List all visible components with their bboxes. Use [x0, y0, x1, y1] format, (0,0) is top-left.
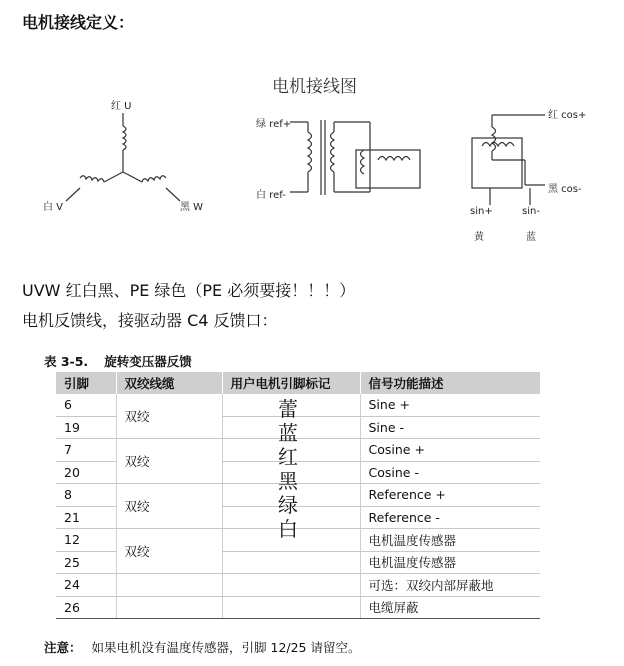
pair-cell	[116, 574, 222, 597]
wire-color: 绿	[278, 493, 298, 517]
star-label-v: 白 V	[43, 202, 64, 213]
sin-plus-label: sin+	[470, 206, 493, 217]
wire-color: 蓝	[278, 421, 298, 445]
table-caption	[44, 352, 192, 370]
desc-cell: Reference +	[360, 484, 540, 507]
pin-cell: 6	[56, 394, 116, 416]
wire-color: 红	[278, 445, 298, 469]
pin-cell: 26	[56, 596, 116, 619]
header-marking: 用户电机引脚标记	[222, 372, 360, 394]
pin-cell: 12	[56, 529, 116, 552]
cos-minus-label: 黑 cos-	[548, 184, 582, 195]
desc-cell: Sine -	[360, 416, 540, 439]
pair-cell: 双绞	[116, 484, 222, 529]
wire-color: 蕾	[278, 397, 298, 421]
sin-minus-color: 蓝	[526, 232, 536, 243]
desc-cell: 可选：双绞内部屏蔽地	[360, 574, 540, 597]
pair-cell: 双绞	[116, 529, 222, 574]
sin-plus-color: 黄	[474, 232, 484, 243]
pin-cell: 8	[56, 484, 116, 507]
ref-minus-label: 白 ref-	[256, 190, 286, 201]
marking-cell	[222, 551, 360, 574]
wiring-diagram	[0, 0, 624, 260]
desc-cell: 电机温度传感器	[360, 529, 540, 552]
wire-color: 白	[278, 517, 298, 541]
pair-cell: 双绞	[116, 394, 222, 439]
desc-cell: Cosine +	[360, 439, 540, 462]
cos-plus-label: 红 cos+	[548, 110, 587, 121]
desc-cell: Sine +	[360, 394, 540, 416]
pin-cell: 20	[56, 461, 116, 484]
marking-cell	[222, 596, 360, 619]
desc-cell: 电机温度传感器	[360, 551, 540, 574]
pin-cell: 19	[56, 416, 116, 439]
diagram-title: 电机接线图	[272, 77, 357, 97]
marking-cell	[222, 574, 360, 597]
sin-minus-label: sin-	[522, 206, 540, 217]
table-note	[44, 638, 361, 656]
pair-cell: 双绞	[116, 439, 222, 484]
table-number: 表 3-5.	[44, 354, 89, 369]
table-row	[56, 574, 540, 597]
wire-color-column	[273, 397, 303, 541]
pin-cell: 24	[56, 574, 116, 597]
table-header-row	[56, 372, 540, 394]
desc-cell: 电缆屏蔽	[360, 596, 540, 619]
table-row	[56, 596, 540, 619]
desc-cell: Cosine -	[360, 461, 540, 484]
pin-cell: 25	[56, 551, 116, 574]
uvw-note: UVW 红白黑、PE 绿色（PE 必须要接！！！）	[22, 281, 356, 300]
table-title: 旋转变压器反馈	[104, 354, 192, 369]
pin-cell: 21	[56, 506, 116, 529]
wire-color: 黑	[278, 469, 298, 493]
ref-plus-label: 绿 ref+	[256, 119, 292, 130]
header-pin: 引脚	[56, 372, 116, 394]
section-heading: 电机接线定义：	[22, 13, 135, 32]
header-description: 信号功能描述	[360, 372, 540, 394]
feedback-note: 电机反馈线，接驱动器 C4 反馈口：	[22, 311, 278, 330]
note-text: 如果电机没有温度传感器，引脚 12/25 请留空。	[91, 640, 361, 655]
star-label-w: 黑 W	[180, 202, 204, 213]
header-pair: 双绞线缆	[116, 372, 222, 394]
note-label: 注意：	[44, 640, 82, 655]
desc-cell: Reference -	[360, 506, 540, 529]
star-label-u: 红 U	[111, 101, 132, 112]
pin-cell: 7	[56, 439, 116, 462]
pair-cell	[116, 596, 222, 619]
